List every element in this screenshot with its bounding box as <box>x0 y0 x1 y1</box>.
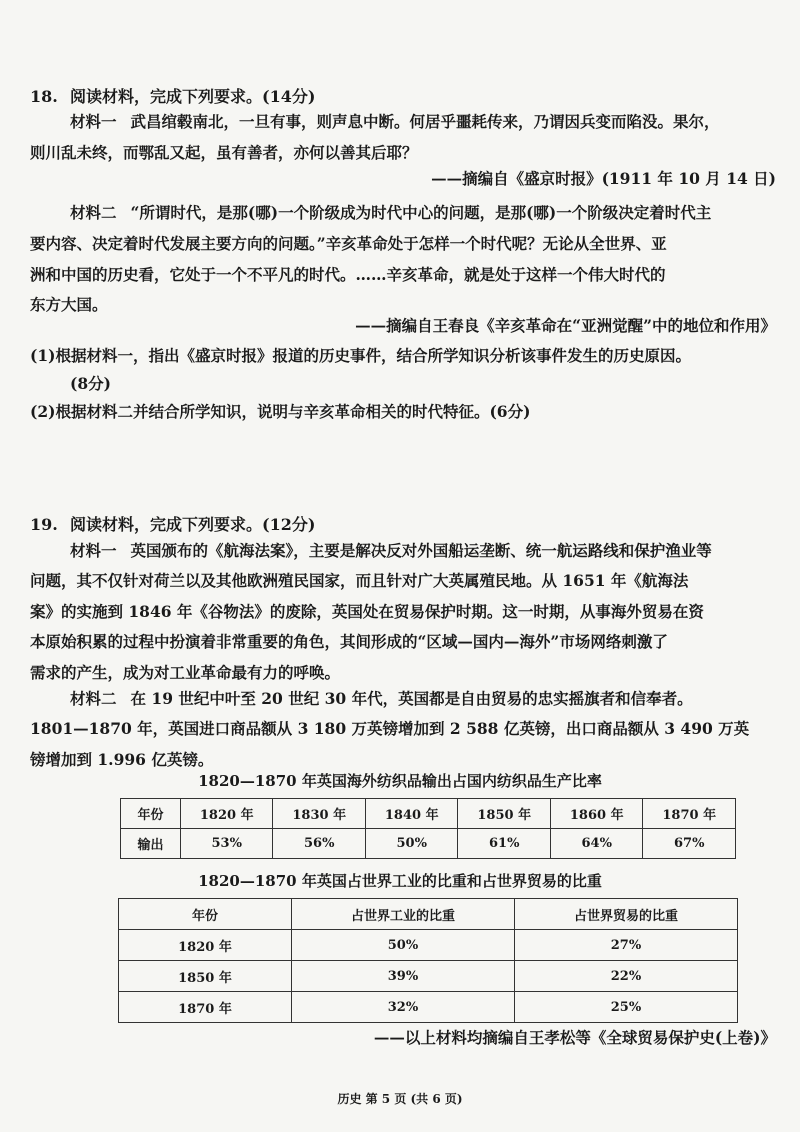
table-row <box>121 799 736 829</box>
q18-heading <box>30 84 315 107</box>
table-cell: 1860 年 <box>550 799 643 829</box>
table-cell: 1870 年 <box>119 992 292 1023</box>
table-cell: 25% <box>515 992 738 1023</box>
q18-material1-cont <box>30 138 780 169</box>
q18-m2-source: ——摘编自王春良《辛亥革命在“亚洲觉醒”中的地位和作用》 <box>355 316 776 335</box>
table-cell: 56% <box>273 829 366 859</box>
q19-m2-line3: 镑增加到 1.996 亿英镑。 <box>30 749 214 769</box>
table-row <box>121 829 736 859</box>
q18-m1-source: ——摘编自《盛京时报》(1911 年 10 月 14 日) <box>431 169 776 188</box>
q19-material2 <box>70 684 780 715</box>
q18-task1-line2: (8分) <box>70 374 111 393</box>
q18-material2-cont <box>30 229 780 321</box>
table-row <box>119 992 738 1023</box>
q18-m1-line1: 武昌绾毂南北，一旦有事，则声息中断。何居乎噩耗传来，乃谓因兵变而陷没。果尔， <box>130 112 720 131</box>
table-cell: 27% <box>515 930 738 961</box>
q18-material2 <box>70 198 780 229</box>
q19-m1-label: 材料一 <box>70 541 117 560</box>
q18-m2-line3: 洲和中国的历史看，它处于一个不平凡的时代。……辛亥革命，就是处于这样一个伟大时代的 <box>30 264 666 284</box>
q19-m1-line2: 问题，其不仅针对荷兰以及其他欧洲殖民国家，而且针对广大英属殖民地。从 1651 年《航海法 <box>30 571 689 590</box>
q18-number: 18. <box>30 87 58 106</box>
table-cell: 50% <box>292 930 515 961</box>
q19-m1-line1: 英国颁布的《航海法案》，主要是解决反对外国船运垄断、统一航运路线和保护渔业等 <box>130 541 712 560</box>
table-cell: 1820 年 <box>119 930 292 961</box>
q18-m2-line4: 东方大国。 <box>30 295 108 314</box>
q19-m1-line3: 案》的实施到 1846 年《谷物法》的废除，英国处在贸易保护时期。这一时期，从事海外贸易在资 <box>30 601 704 621</box>
table-cell: 1840 年 <box>365 799 458 829</box>
q18-m2-line1: “所谓时代，是那(哪)一个阶级成为时代中心的问题，是那(哪)一个阶级决定着时代主 <box>130 203 712 222</box>
q19-material2-cont <box>30 714 780 775</box>
q19-m2-line2: 1801—1870 年，英国进口商品额从 3 180 万英镑增加到 2 588 亿英镑，出口商品额从 3 490 万英 <box>30 719 750 738</box>
page-footer: 历史 第 5 页 (共 6 页) <box>337 1092 463 1106</box>
q18-task1 <box>30 342 691 398</box>
table-row <box>119 899 738 930</box>
table2-header: 占世界工业的比重 <box>292 899 515 930</box>
q19-m1-line4: 本原始积累的过程中扮演着非常重要的角色，其间形成的“区域—国内—海外”市场网络刺激了 <box>30 632 668 651</box>
textile-export-table <box>120 798 736 859</box>
table2-header: 占世界贸易的比重 <box>515 899 738 930</box>
table1-title: 1820—1870 年英国海外纺织品输出占国内纺织品生产比率 <box>198 772 602 790</box>
q19-material1 <box>70 536 780 567</box>
table-row <box>119 961 738 992</box>
table-cell: 53% <box>180 829 273 859</box>
world-share-table <box>118 898 738 1023</box>
q18-title: 阅读材料，完成下列要求。(14分) <box>70 87 316 106</box>
table-cell: 1830 年 <box>273 799 366 829</box>
table-cell: 1820 年 <box>180 799 273 829</box>
table-cell: 32% <box>292 992 515 1023</box>
table-cell: 1850 年 <box>119 961 292 992</box>
q18-material1 <box>70 107 780 138</box>
q19-m2-label: 材料二 <box>70 689 117 708</box>
table-cell: 61% <box>458 829 551 859</box>
q19-title: 阅读材料，完成下列要求。(12分) <box>70 515 316 534</box>
table2-title: 1820—1870 年英国占世界工业的比重和占世界贸易的比重 <box>198 872 602 890</box>
table-cell: 50% <box>365 829 458 859</box>
table1-header-year: 年份 <box>121 799 181 829</box>
q18-m1-line2: 则川乱未终，而鄂乱又起，虽有善者，亦何以善其后耶？ <box>30 143 418 162</box>
q19-m2-line1: 在 19 世纪中叶至 20 世纪 30 年代，英国都是自由贸易的忠实摇旗者和信奉者。 <box>130 689 693 708</box>
q19-number: 19. <box>30 515 58 534</box>
table-cell: 22% <box>515 961 738 992</box>
table-cell: 1850 年 <box>458 799 551 829</box>
table-cell: 39% <box>292 961 515 992</box>
q18-task2: (2)根据材料二并结合所学知识，说明与辛亥革命相关的时代特征。(6分) <box>30 402 531 421</box>
table-row <box>119 930 738 961</box>
table-cell: 64% <box>550 829 643 859</box>
q19-heading <box>30 512 315 535</box>
q18-m2-line2: 要内容、决定着时代发展主要方向的问题。”辛亥革命处于怎样一个时代呢？无论从全世界、亚 <box>30 234 667 253</box>
table2-header: 年份 <box>119 899 292 930</box>
table-cell: 67% <box>643 829 736 859</box>
table-cell: 1870 年 <box>643 799 736 829</box>
table1-header-export: 输出 <box>121 829 181 859</box>
q18-m1-label: 材料一 <box>70 112 117 131</box>
q19-m1-line5: 需求的产生，成为对工业革命最有力的呼唤。 <box>30 662 341 682</box>
q19-source: ——以上材料均摘编自王孝松等《全球贸易保护史(上卷)》 <box>373 1028 776 1047</box>
q18-m2-label: 材料二 <box>70 203 117 222</box>
q18-task1-line1: (1)根据材料一，指出《盛京时报》报道的历史事件，结合所学知识分析该事件发生的历史原因。 <box>30 346 691 365</box>
q19-material1-cont <box>30 566 780 688</box>
